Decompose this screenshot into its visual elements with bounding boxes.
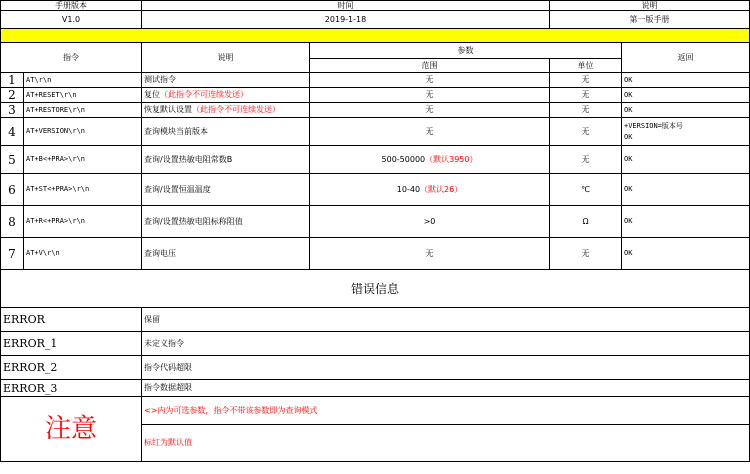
return-cell: OK (622, 88, 750, 103)
description-value: 第一版手册 (550, 11, 750, 29)
table-row (1, 88, 750, 103)
error-code: ERROR_2 (1, 356, 142, 380)
return-cell (622, 118, 750, 146)
desc-cell (142, 146, 310, 174)
desc-text: 查询/设置恒温温度 (144, 184, 211, 194)
error-code: ERROR_3 (1, 380, 142, 397)
manual-version-value: V1.0 (1, 11, 142, 29)
return-cell: OK (622, 73, 750, 88)
unit-header: 单位 (550, 59, 622, 73)
error-desc: 指令数据超限 (142, 380, 750, 397)
highlight-bar (1, 29, 750, 43)
return-cell: OK (622, 146, 750, 174)
range-cell (310, 238, 550, 270)
error-desc: 指令代码超限 (142, 356, 750, 380)
error-desc: 保留 (142, 308, 750, 332)
command-cell: AT+RESET\r\n (24, 88, 142, 103)
desc-cell (142, 174, 310, 206)
range-text: 无 (425, 90, 434, 99)
error-row (1, 356, 750, 380)
table-header-row (1, 43, 750, 59)
range-text: 无 (425, 105, 434, 114)
range-cell (310, 73, 550, 88)
error-row (1, 332, 750, 356)
row-number: 2 (1, 88, 24, 103)
description-header: 说明 (142, 43, 310, 73)
time-label: 时间 (142, 1, 550, 11)
doc-header-label-row (1, 1, 750, 11)
range-text: 10-40 (396, 184, 421, 194)
desc-text: 查询/设置热敏电阻标称阻值 (144, 216, 243, 226)
desc-text: 查询/设置热敏电阻常数B (144, 154, 233, 164)
return-cell: OK (622, 103, 750, 118)
return-cell: OK (622, 238, 750, 270)
table-row (1, 238, 750, 270)
unit-cell: 无 (550, 88, 622, 103)
params-header: 参数 (310, 43, 622, 59)
desc-cell (142, 238, 310, 270)
unit-cell: 无 (550, 118, 622, 146)
row-number: 5 (1, 146, 24, 174)
range-cell (310, 146, 550, 174)
note-label: 注意 (1, 397, 142, 462)
desc-cell (142, 206, 310, 238)
range-text: >0 (423, 216, 436, 226)
table-row (1, 73, 750, 88)
row-number: 4 (1, 118, 24, 146)
table-row (1, 174, 750, 206)
highlight-bar-row (1, 29, 750, 43)
row-number: 8 (1, 206, 24, 238)
error-code: ERROR_1 (1, 332, 142, 356)
row-number: 7 (1, 238, 24, 270)
table-row (1, 206, 750, 238)
warning-note: （此指令不可连续发送） (192, 105, 280, 114)
default-value-note: （默认26） (420, 184, 463, 194)
range-cell (310, 88, 550, 103)
desc-cell (142, 118, 310, 146)
row-number: 6 (1, 174, 24, 206)
command-cell: AT\r\n (24, 73, 142, 88)
range-header: 范围 (310, 59, 550, 73)
table-row (1, 118, 750, 146)
range-cell (310, 206, 550, 238)
range-cell (310, 118, 550, 146)
error-section-title: 错误信息 (1, 270, 750, 308)
command-cell: AT+V\r\n (24, 238, 142, 270)
desc-text: 恢复默认设置 (144, 105, 192, 114)
return-cell: OK (622, 174, 750, 206)
range-cell (310, 174, 550, 206)
default-value-note: （默认3950） (425, 154, 478, 164)
return-header: 返回 (622, 43, 750, 73)
doc-header-value-row (1, 11, 750, 29)
desc-text: 复位 (144, 90, 160, 99)
unit-cell: 无 (550, 103, 622, 118)
error-desc: 未定义指令 (142, 332, 750, 356)
command-cell: AT+RESTORE\r\n (24, 103, 142, 118)
return-line: OK (624, 132, 633, 141)
unit-cell: 无 (550, 146, 622, 174)
range-cell (310, 103, 550, 118)
table-row (1, 146, 750, 174)
desc-cell (142, 88, 310, 103)
description-label: 说明 (550, 1, 750, 11)
desc-text: 查询电压 (144, 248, 176, 258)
desc-cell (142, 73, 310, 88)
command-cell: AT+ST<+PRA>\r\n (24, 174, 142, 206)
note-row (1, 397, 750, 425)
command-cell: AT+B<+PRA>\r\n (24, 146, 142, 174)
note-text: 标红为默认值 (142, 425, 750, 462)
range-text: 500-50000 (381, 154, 426, 164)
error-row (1, 380, 750, 397)
command-cell: AT+VERSION\r\n (24, 118, 142, 146)
desc-cell (142, 103, 310, 118)
unit-cell: 无 (550, 73, 622, 88)
warning-note: （此指令不可连续发送） (160, 90, 248, 99)
time-value: 2019-1-18 (142, 11, 550, 29)
unit-cell: Ω (550, 206, 622, 238)
desc-text: 测试指令 (144, 75, 176, 84)
error-code: ERROR (1, 308, 142, 332)
unit-cell: ℃ (550, 174, 622, 206)
error-title-row (1, 270, 750, 308)
range-text: 无 (425, 248, 434, 258)
error-row (1, 308, 750, 332)
row-number: 1 (1, 73, 24, 88)
unit-cell: 无 (550, 238, 622, 270)
return-cell: OK (622, 206, 750, 238)
command-header: 指令 (1, 43, 142, 73)
table-row (1, 103, 750, 118)
note-text: <>内为可选参数，指令不带该参数即为查询模式 (142, 397, 750, 425)
range-text: 无 (425, 75, 434, 84)
range-text: 无 (425, 126, 434, 136)
command-cell: AT+R<+PRA>\r\n (24, 206, 142, 238)
return-line: +VERSION=版本号 (624, 121, 683, 130)
desc-text: 查询模块当前版本 (144, 126, 208, 136)
row-number: 3 (1, 103, 24, 118)
manual-version-label: 手册版本 (1, 1, 142, 11)
